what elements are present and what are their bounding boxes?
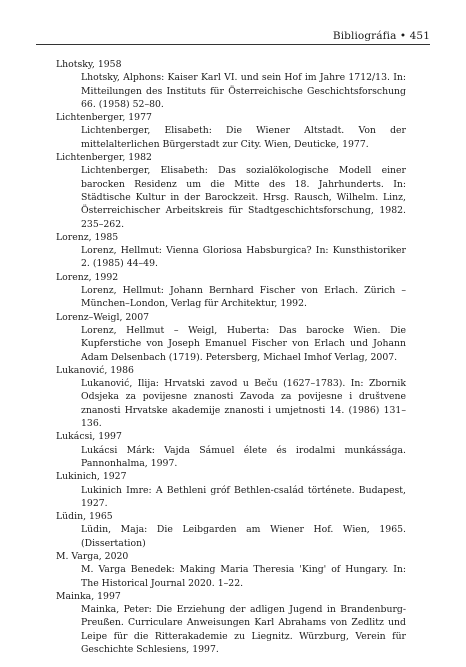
entry-key: Lukinich, 1927 [56, 471, 127, 483]
bibliography-entry [56, 470, 406, 510]
entry-citation: Lichtenberger, Elisabeth: Das sozialökologische Modell einer barocken Residenz um die Mitte des 18. Jahrhunderts. In: Städtische Kultur in der Barockzeit. Hrsg. Rausch, Wilhelm. Linz, Österreichischer Arbeitskreis für Stadtgeschichtsforschung, 1982. 235–262. [81, 165, 406, 230]
header-bullet: • [399, 30, 407, 42]
entry-key: Lukácsi, 1997 [56, 431, 122, 443]
entry-key: Lüdin, 1965 [56, 511, 113, 523]
entry-citation: Lichtenberger, Elisabeth: Die Wiener Altstadt. Von der mittelalterlichen Bürgerstadt zur City. Wien, Deuticke, 1977. [81, 125, 406, 150]
entry-citation: Lhotsky, Alphons: Kaiser Karl VI. und sein Hof im Jahre 1712/13. In: Mitteilungen des Instituts für Österreichische Geschichtsforschung 66. (1958) 52–80. [81, 72, 406, 110]
entry-key: Lorenz, 1992 [56, 271, 119, 283]
entry-citation: M. Varga Benedek: Making Maria Theresia 'King' of Hungary. In: The Historical Journal 2020. 1–22. [81, 564, 406, 589]
entry-citation: Lüdin, Maja: Die Leibgarden am Wiener Hof. Wien, 1965. (Dissertation) [81, 524, 406, 549]
section-title: Bibliográfia [332, 30, 397, 42]
bibliography-entry [56, 311, 406, 364]
entry-citation: Lorenz, Hellmut: Vienna Gloriosa Habsburgica? In: Kunsthistoriker 2. (1985) 44–49. [81, 245, 406, 270]
bibliography-entry [56, 58, 406, 111]
entry-citation: Lorenz, Hellmut: Johann Bernhard Fischer von Erlach. Zürich – München–London, Verlag für Architektur, 1992. [81, 285, 406, 310]
bibliography-entry [56, 271, 406, 311]
bibliography-list [56, 58, 406, 656]
entry-citation: Mainka, Peter: Die Erziehung der adligen Jugend in Brandenburg-Preußen. Curriculare Anweisungen Karl Abrahams von Zedlitz und Leipe für die Ritterakademie zu Liegnitz. Würzburg, Verein für Geschichte Schlesiens, 1997. [81, 604, 406, 656]
entry-key: Lichtenberger, 1982 [56, 152, 152, 164]
entry-key: M. Varga, 2020 [56, 550, 129, 562]
running-header [333, 30, 430, 42]
bibliography-entry [56, 364, 406, 430]
bibliography-entry [56, 231, 406, 271]
bibliography-entry [56, 111, 406, 151]
entry-citation: Lukanović, Ilija: Hrvatski zavod u Beču (1627–1783). In: Zbornik Odsjeka za povijesne znanosti Zavoda za povijesne i društvene znanosti Hrvatske akademije znanosti i umjetnosti 14. (1986) 131–136. [81, 378, 406, 430]
entry-citation: Lorenz, Hellmut – Weigl, Huberta: Das barocke Wien. Die Kupferstiche von Joseph Emanuel Fischer von Erlach und Johann Adam Delsenbach (1719). Petersberg, Michael Imhof Verlag, 2007. [81, 324, 406, 363]
header-rule [36, 44, 430, 45]
page-number: 451 [409, 30, 430, 42]
entry-key: Mainka, 1997 [56, 590, 121, 602]
entry-citation: Lukinich Imre: A Bethleni gróf Bethlen-család története. Budapest, 1927. [81, 484, 406, 509]
entry-key: Lorenz–Weigl, 2007 [56, 311, 150, 323]
entry-key: Lhotsky, 1958 [56, 59, 122, 70]
entry-key: Lichtenberger, 1977 [56, 112, 152, 124]
entry-key: Lukanović, 1986 [56, 364, 134, 376]
bibliography-entry [56, 151, 406, 231]
bibliography-entry [56, 430, 406, 470]
bibliography-entry [56, 550, 406, 590]
entry-citation: Lukácsi Márk: Vajda Sámuel élete és irodalmi munkássága. Pannonhalma, 1997. [81, 444, 406, 469]
bibliography-entry [56, 590, 406, 656]
entry-key: Lorenz, 1985 [56, 231, 119, 243]
bibliography-entry [56, 510, 406, 550]
